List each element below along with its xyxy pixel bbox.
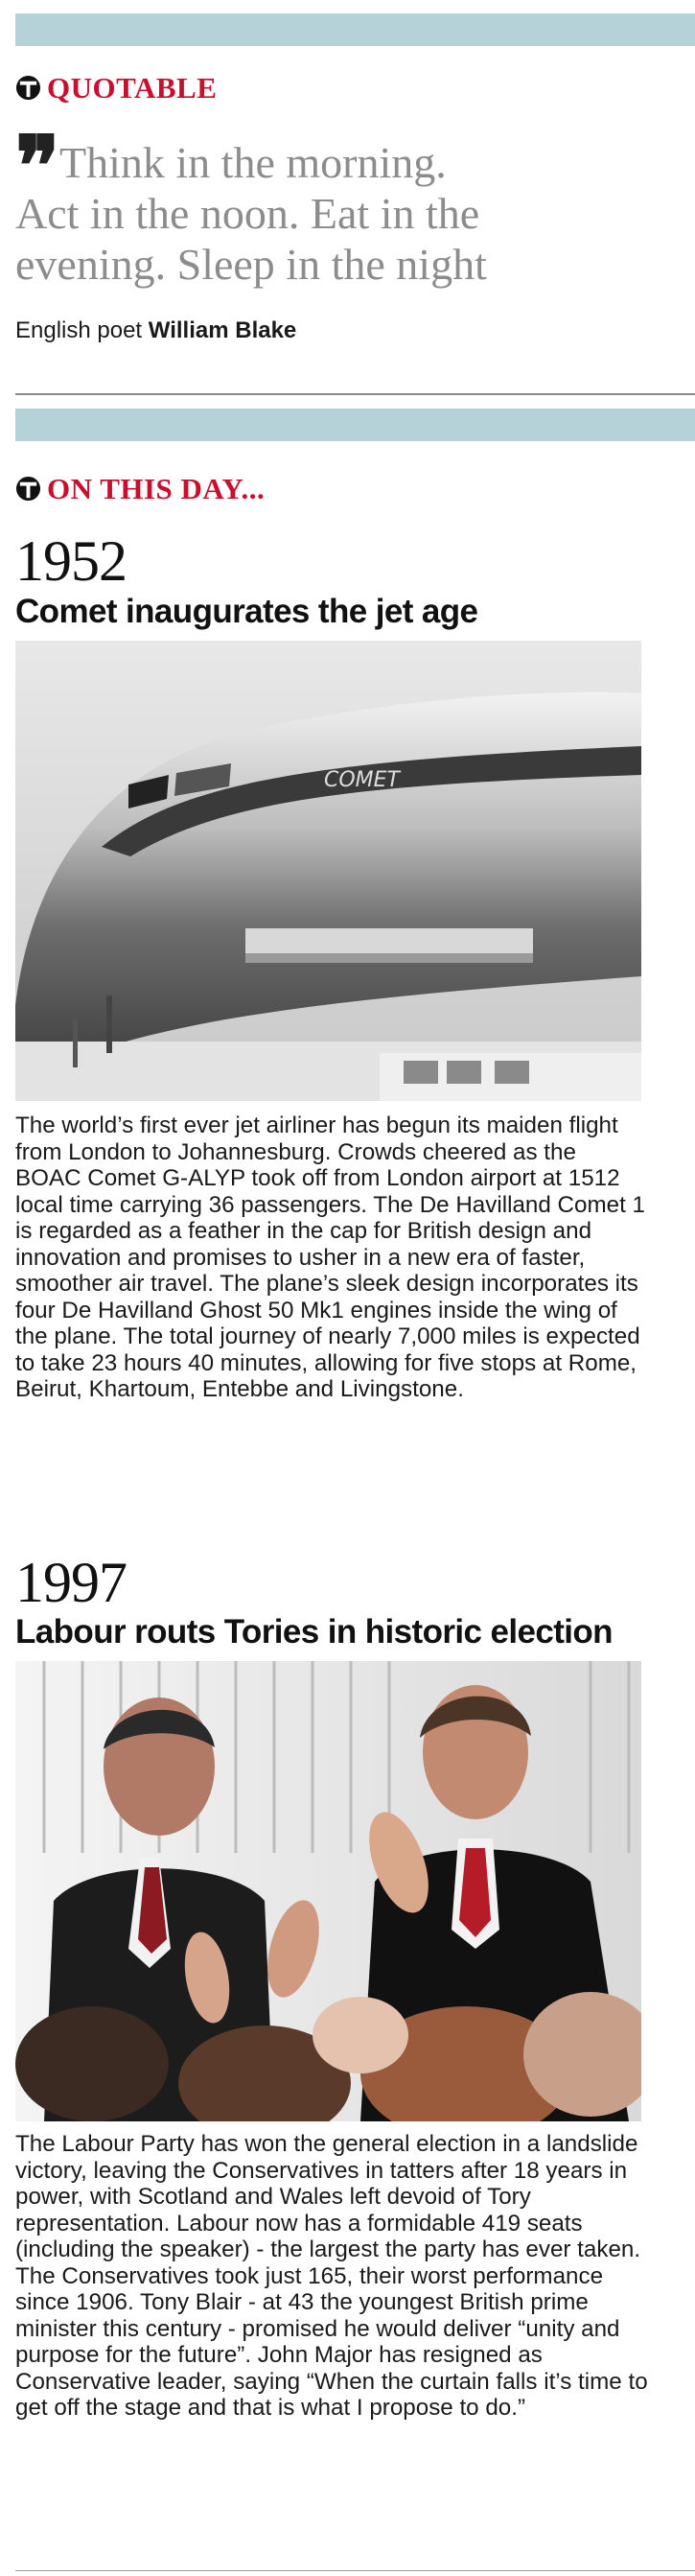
- section-divider: [15, 393, 695, 395]
- comet-airliner-image: [15, 641, 641, 1101]
- entry-headline: Labour routs Tories in historic election: [15, 1613, 613, 1651]
- on-this-day-section-header: [15, 474, 265, 503]
- bottom-divider: [15, 2570, 695, 2571]
- entry-year: 1997: [15, 1551, 127, 1614]
- quote-line-1: Think in the morning.: [59, 138, 447, 187]
- election-victory-image: [15, 1661, 641, 2121]
- attribution-name: William Blake: [148, 317, 297, 343]
- entry-body: The world’s first ever jet airliner has begun its maiden flight from London to Johannesburg. Crowds cheered as the BOAC Comet G-ALYP took off from London airport at 1512 local time carrying 36 passengers. The De Havilland Comet 1 is regarded as a feather in the cap for British design and innovation and promises to usher in a new era of faster, smoother air travel. The plane’s sleek design incorporates its four De Havilland Ghost 50 Mk1 engines inside the wing of the plane. The total journey of nearly 7,000 miles is expected to take 23 hours 40 minutes, allowing for five stops at Rome, Beirut, Khartoum, Entebbe and Livingstone.: [15, 1112, 645, 1402]
- quotable-section-header: [15, 73, 217, 103]
- comet-lettering: COMET: [324, 768, 400, 792]
- quote-block: [15, 121, 686, 290]
- entry-year: 1952: [15, 529, 127, 593]
- quotable-section-title: QUOTABLE: [47, 71, 218, 105]
- comet-airliner-photo: [15, 641, 641, 1101]
- on-this-day-section-title: ON THIS DAY...: [47, 472, 266, 505]
- quote-attribution: [15, 316, 296, 345]
- times-t-logo-icon: [15, 75, 41, 101]
- attribution-prefix: English poet: [15, 317, 143, 343]
- quote-text: [15, 121, 686, 290]
- times-t-logo-icon: [15, 476, 41, 502]
- on-this-day-band: [15, 409, 695, 441]
- entry-body: The Labour Party has won the general election in a landslide victory, leaving the Conservatives in tatters after 18 years in power, with Scotland and Wales left devoid of Tory representation. Labour now has a formidable 419 seats (including the speaker) - the largest the party has ever taken. The Conservatives took just 165, their worst performance since 1906. Tony Blair - at 43 the youngest British prime minister this century - promised he would deliver “unity and purpose for the future”. John Major has resigned as Conservative leader, saying “When the curtain falls it’s time to get off the stage and that is what I propose to do.”: [15, 2131, 648, 2421]
- entry-headline: Comet inaugurates the jet age: [15, 593, 478, 630]
- quote-mark-icon: ❞: [15, 121, 60, 213]
- quote-line-2: Act in the noon. Eat in the: [15, 189, 480, 238]
- election-victory-photo: [15, 1661, 641, 2121]
- quotable-top-band: [15, 13, 695, 46]
- quote-line-3: evening. Sleep in the night: [15, 240, 487, 289]
